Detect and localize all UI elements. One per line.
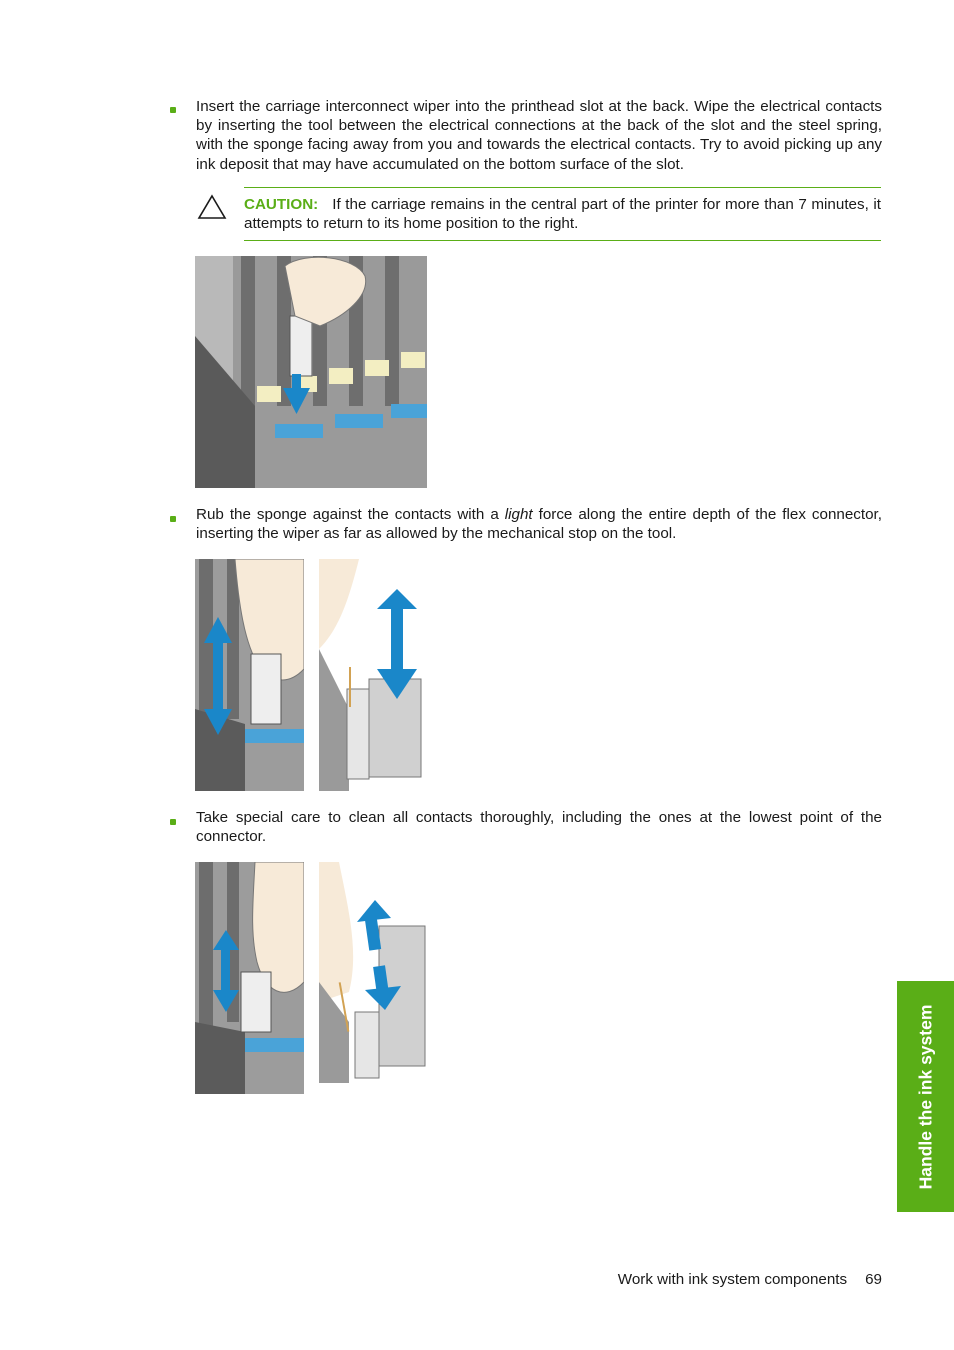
step-2-text-end: force along the entire depth of the flex connector, inserting the wiper as far as allowed by the mechanical stop on the tool. [196, 506, 882, 543]
caution-message: If the carriage remains in the central part of the printer for more than 7 minutes, it attempts to return to its home position to the right. [244, 196, 881, 233]
footer-section-title: Work with ink system components [617, 1271, 848, 1288]
step-2-text [196, 505, 882, 543]
chapter-side-tab [897, 981, 954, 1212]
illustration-rub-sponge-photo [195, 559, 304, 791]
step-2-text-start: Rub the sponge against the contacts with a [196, 506, 505, 523]
illustration-wiper-insert [195, 256, 427, 488]
illustration-rub-sponge-diagram [319, 559, 427, 791]
caution-label: CAUTION: [244, 196, 319, 213]
bullet-marker [170, 819, 176, 825]
step-2-emphasis: light [504, 506, 533, 523]
chapter-side-tab-label: Handle the ink system [915, 1004, 935, 1189]
page-number: 69 [865, 1271, 882, 1288]
illustration-clean-lowest-contacts-diagram [319, 862, 427, 1083]
page-footer [500, 1271, 882, 1288]
bullet-marker [170, 516, 176, 522]
illustration-clean-lowest-contacts-photo [195, 862, 304, 1094]
warning-triangle-icon [197, 194, 227, 220]
bullet-marker [170, 107, 176, 113]
caution-text-block [244, 195, 881, 233]
step-3-text: Take special care to clean all contacts thoroughly, including the ones at the lowest point of the connector. [196, 809, 882, 846]
caution-note [244, 187, 881, 241]
step-1-text: Insert the carriage interconnect wiper into the printhead slot at the back. Wipe the electrical contacts by inserting the tool between the electrical connections at the back of the slot and the steel spring, with the sponge facing away from you and towards the electrical contacts. Try to avoid picking up any ink deposit that may have accumulated on the bottom surface of the slot. [196, 98, 882, 173]
